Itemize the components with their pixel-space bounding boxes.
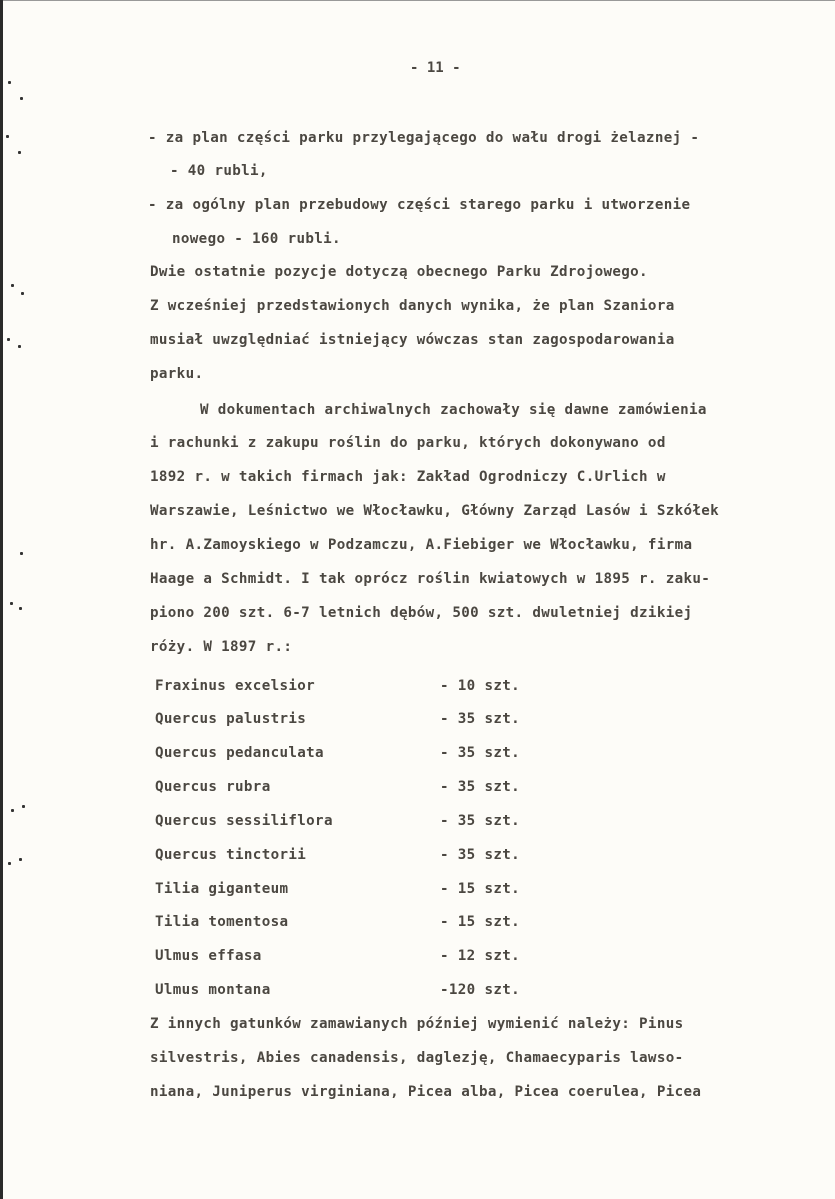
bullet-1-line-2: - 40 rubli, (170, 163, 268, 179)
species-name: Tilia tomentosa (155, 914, 289, 930)
margin-mark (10, 602, 13, 605)
species-name: Quercus pedanculata (155, 745, 324, 761)
paragraph-2-line: i rachunki z zakupu roślin do parku, których dokonywano od (150, 435, 666, 451)
margin-mark (8, 862, 11, 865)
margin-mark (20, 97, 23, 100)
bullet-2-line-1: - za ogólny plan przebudowy części starego parku i utworzenie (148, 197, 691, 213)
species-name: Ulmus montana (155, 982, 271, 998)
paragraph-2-line: Haage a Schmidt. I tak oprócz roślin kwiatowych w 1895 r. zaku- (150, 571, 711, 587)
scan-left-edge (0, 0, 3, 1199)
paragraph-2-line: piono 200 szt. 6-7 letnich dębów, 500 szt. dwuletniej dzikiej (150, 605, 693, 621)
paragraph-1-line: parku. (150, 366, 204, 382)
bullet-2-line-2: nowego - 160 rubli. (172, 231, 341, 247)
species-quantity: - 15 szt. (440, 881, 521, 897)
species-name: Quercus palustris (155, 711, 307, 727)
species-quantity: - 35 szt. (440, 779, 521, 795)
paragraph-2-line: W dokumentach archiwalnych zachowały się dawne zamówienia (200, 402, 707, 418)
species-quantity: - 35 szt. (440, 813, 521, 829)
species-name: Quercus tinctorii (155, 847, 307, 863)
species-quantity: - 35 szt. (440, 745, 521, 761)
species-quantity: - 12 szt. (440, 948, 521, 964)
species-name: Quercus rubra (155, 779, 271, 795)
species-quantity: -120 szt. (440, 982, 521, 998)
page-number: - 11 - (410, 60, 461, 76)
margin-mark (6, 135, 9, 138)
species-quantity: - 35 szt. (440, 847, 521, 863)
margin-mark (19, 607, 22, 610)
margin-mark (11, 284, 14, 287)
margin-mark (19, 858, 22, 861)
paragraph-3-line: niana, Juniperus virginiana, Picea alba, Picea coerulea, Picea (150, 1084, 702, 1100)
margin-mark (11, 809, 14, 812)
species-name: Tilia giganteum (155, 881, 289, 897)
paragraph-1-line: Z wcześniej przedstawionych danych wynika, że plan Szaniora (150, 298, 675, 314)
paragraph-2-line: róży. W 1897 r.: (150, 639, 293, 655)
species-name: Fraxinus excelsior (155, 678, 316, 694)
margin-mark (18, 151, 21, 154)
species-name: Ulmus effasa (155, 948, 262, 964)
paragraph-1-line: Dwie ostatnie pozycje dotyczą obecnego Parku Zdrojowego. (150, 264, 648, 280)
page-top-edge (0, 0, 835, 1)
margin-mark (20, 552, 23, 555)
bullet-1-line-1: - za plan części parku przylegającego do wału drogi żelaznej - (148, 130, 700, 146)
paragraph-1-line: musiał uwzględniać istniejący wówczas stan zagospodarowania (150, 332, 675, 348)
margin-mark (7, 338, 10, 341)
paragraph-2-line: hr. A.Zamoyskiego w Podzamczu, A.Fiebiger we Włocławku, firma (150, 537, 693, 553)
species-name: Quercus sessiliflora (155, 813, 333, 829)
species-quantity: - 15 szt. (440, 914, 521, 930)
margin-mark (18, 345, 21, 348)
paragraph-3-line: silvestris, Abies canadensis, daglezję, Chamaecyparis lawso- (150, 1050, 684, 1066)
species-quantity: - 10 szt. (440, 678, 521, 694)
margin-mark (21, 292, 24, 295)
margin-mark (8, 81, 11, 84)
paragraph-2-line: 1892 r. w takich firmach jak: Zakład Ogrodniczy C.Urlich w (150, 469, 666, 485)
paragraph-3-line: Z innych gatunków zamawianych później wymienić należy: Pinus (150, 1016, 684, 1032)
species-quantity: - 35 szt. (440, 711, 521, 727)
paragraph-2-line: Warszawie, Leśnictwo we Włocławku, Główny Zarząd Lasów i Szkółek (150, 503, 720, 519)
margin-mark (22, 805, 25, 808)
